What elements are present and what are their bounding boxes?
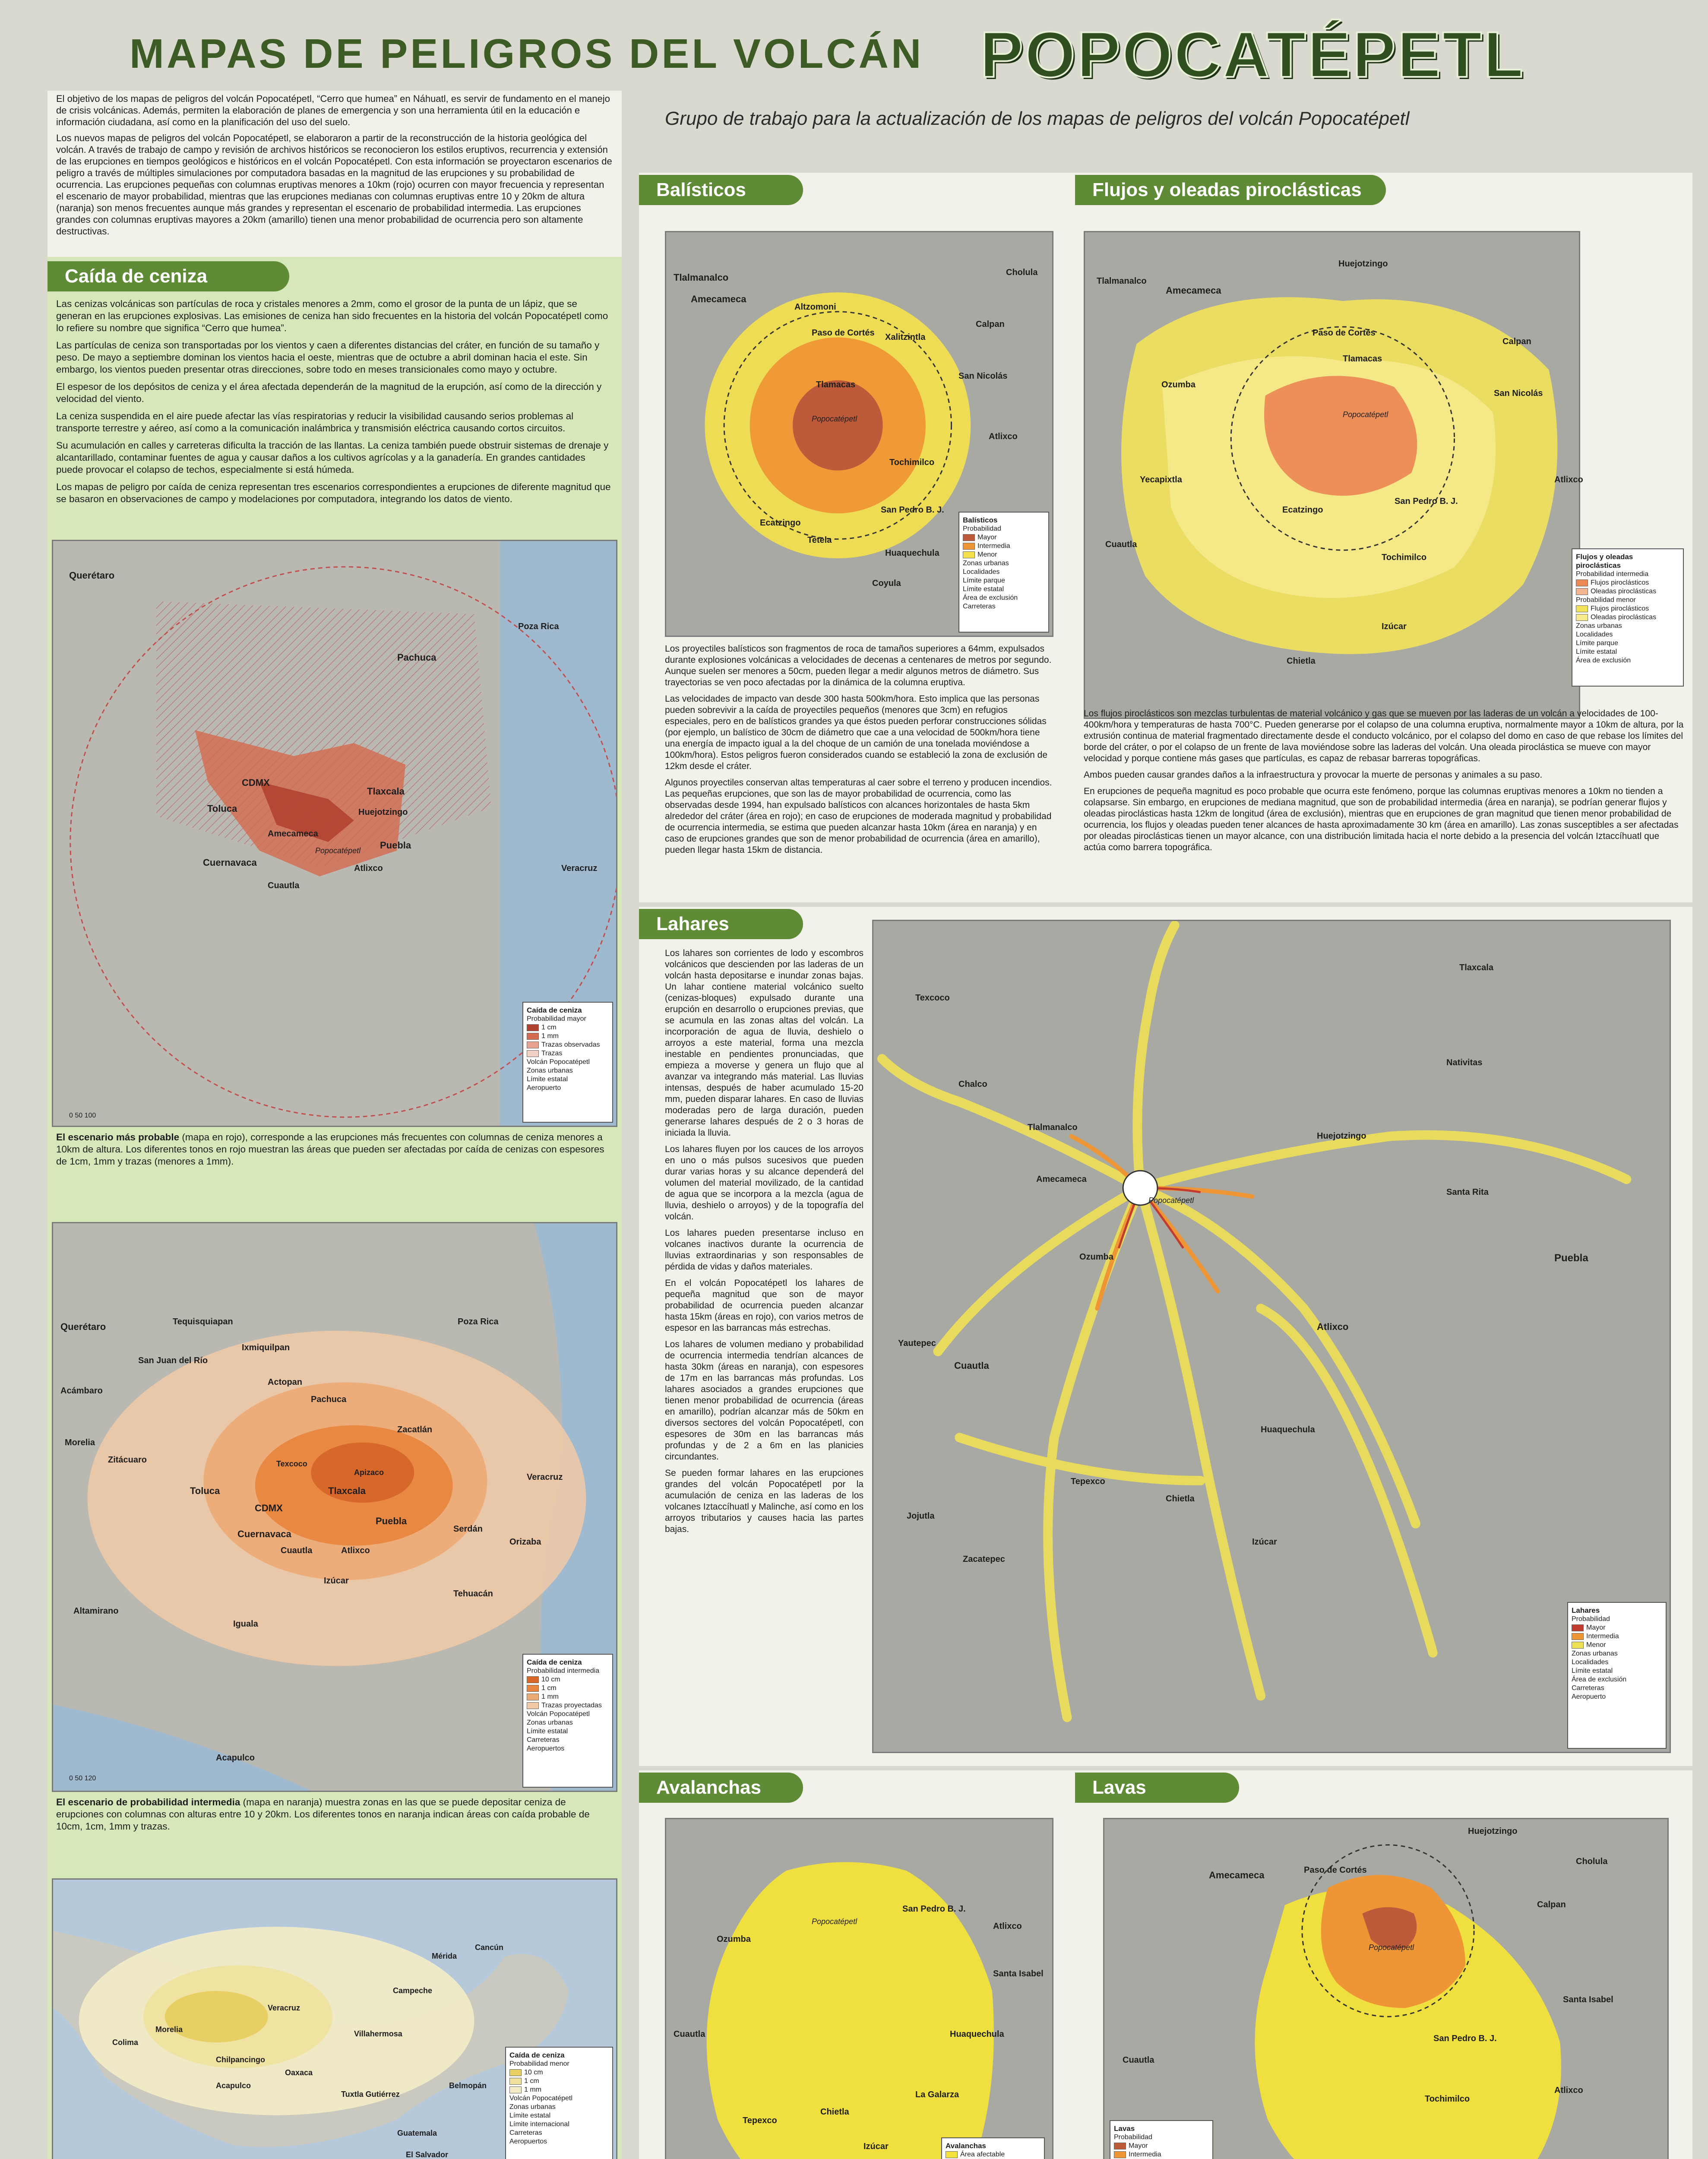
map-label: Popocatépetl: [1343, 410, 1389, 419]
legend-item: Flujos piroclásticos: [1576, 605, 1680, 613]
map-label: Huaquechula: [1261, 1425, 1315, 1434]
map-label: Tlalmanalco: [674, 272, 729, 283]
map-label: Calpan: [976, 320, 1005, 329]
map-label: San Pedro B. J.: [1433, 2034, 1497, 2043]
map-label: Poza Rica: [458, 1317, 499, 1326]
map-label: Veracruz: [268, 2004, 300, 2012]
ceniza-paragraph: Las partículas de ceniza son transportadas por los vientos y caen a diferentes distancias del cráter, en función de su tamaño y peso. De mayo a septiembre dominan los vientos hacia el oeste, mientras que de octubre a abril dominan hacia el este. Sin embargo, los vientos pueden presentar otras direcciones, sobre todo en meses transicionales como mayo y octubre.: [56, 340, 600, 375]
map-label: Tlaxcala: [1459, 963, 1493, 972]
flujos-heading: Flujos y oleadas piroclásticas: [1075, 175, 1386, 205]
map-label: Zacatlán: [397, 1425, 433, 1434]
map-label: Popocatépetl: [812, 1917, 857, 1926]
map-label: Cholula: [1576, 1857, 1608, 1866]
map-label: Calpan: [1502, 337, 1531, 346]
legend-item: Mayor: [963, 533, 1045, 542]
legend-item: 1 cm: [527, 1023, 609, 1032]
avalanchas-heading: Avalanchas: [639, 1773, 803, 1803]
lahares-text: Los lahares son corrientes de lodo y escombros volcánicos que descienden por las laderas de un volcán hasta depositarse e inundar zonas bajas. Un lahar contiene material volcánico suelto (cenizas-bloques) expulsado durante una erupción en desarrollo o erupciones previas, que se acumula en las zonas altas del volcán. La incorporación de agua de lluvia, deshielo o arroyos a este material, forma una mezcla inestable en pendientes pronunciadas, que empieza a moverse y genera un flujo que al avanzar va integrando más material. Las lluvias intensas, después de haber acumulado 15-20 mm, pueden disparar lahares. En caso de lluvias moderadas pero de larga duración, pueden generarse lahares después de 2 o 3 horas de iniciada la lluvia. Los lahares fluyen por los cauces de los arroyos en uno o más pulsos sucesivos que pueden durar varias horas y su alcance dependerá del volumen del material movilizado, de la cantidad de agua que se incorpora a la mezcla (agua de lluvia, deshielo o arroyos) y de la topografía del volcán. Los lahares pueden presentarse incluso en volcanes inactivos durante la ocurrencia de lluvias extraordinarias y son responsables de pérdida de vidas y daños materiales. En el volcán Popocatépetl los lahares de pequeña magnitud que son de mayor probabilidad de ocurrencia pueden alcanzar hasta 15km (áreas en rojo), con varios metros de espesor en las barrancas más estrechas. Los lahares de volumen mediano y probabilidad de ocurrencia intermedia tendrían alcances de hasta 30km (áreas en naranja), con espesores de 17m en las barrancas más profundas. Los lahares asociados a grandes erupciones que tienen menor probabilidad de ocurrencia (áreas en amarillo), podrían alcanzar más de 50km en diversos sectores del volcán Popocatépetl, con espesores de 30m en las barrancas más profundas y de 2 a 6m en las planicies circundantes. Se pueden formar lahares en las erupciones grandes del volcán Popocatépetl por la acumulación de ceniza en las laderas de los volcanes Iztaccíhuatl y Malinche, así como en los arroyos tributarios y causes hacia las partes bajas.: [665, 948, 863, 1534]
legend-item: Oleadas piroclásticas: [1576, 587, 1680, 596]
map-label: Cuautla: [268, 881, 300, 890]
legend-item: 1 mm: [527, 1032, 609, 1041]
intro-paragraph: El objetivo de los mapas de peligros del volcán Popocatépetl, “Cerro que humea” en Náhuatl, es servir de fundamento en el manejo de crisis volcánicas. Además, permiten la elaboración de planes de emergencia y son una herramienta útil en la educación e información ciudadana, así como en la planificación del uso del suelo.: [56, 93, 610, 127]
map-label: Tehuacán: [453, 1589, 493, 1599]
avalanchas-map: [665, 1818, 1053, 2159]
map-label: Tequisquiapan: [173, 1317, 233, 1326]
map-label: Amecameca: [1209, 1870, 1265, 1880]
legend-item: 10 cm: [527, 1675, 609, 1684]
map-label: Colima: [112, 2038, 139, 2047]
map-label: Tlalmanalco: [1097, 276, 1147, 286]
map-label: Ixmiquilpan: [242, 1343, 290, 1352]
intro-text: [56, 93, 613, 241]
legend-item: Zonas urbanas: [527, 1719, 573, 1726]
balisticos-text: Los proyectiles balísticos son fragmentos de roca de tamaños superiores a 64mm, expulsados durante explosiones volcánicas a velocidades de decenas a centenares de metros por segundo. Aunque suelen ser menores a 50cm, pueden llegar a medir algunos metros de diámetro. Sus trayectorias se ven poco afectadas por la dinámica de la columna eruptiva. Las velocidades de impacto van desde 300 hasta 500km/hora. Esto implica que las personas pueden sobrevivir a la caída de proyectiles pequeños (menores que 3cm) en refugios especiales, pero en de balísticos grandes ya que éstos pueden perforar construcciones sólidas (por ejemplo, un balístico de 30cm de diámetro que cae a una velocidad de 500km/hora tiene una energía de impacto igual a la del choque de un camión de una tonelada moviéndose a 100km/hora). Estos peligros fueron considerados cuando se estableció la zona de exclusión de 12km desde el cráter. Algunos proyectiles conservan altas temperaturas al caer sobre el terreno y producen incendios. Las pequeñas erupciones, que son las de mayor probabilidad de ocurrencia, como las observadas desde 1994, han expulsado balísticos con alcances horizontales de hasta 5km alrededor del cráter (área en rojo); en caso de erupciones de moderada magnitud y probabilidad de ocurrencia intermedia, se estima que pueden alcanzar hasta 10km (área en naranja) y en caso de erupciones grandes que son de menor probabilidad de ocurrencia (área en amarillo), pueden llegar hasta 15km de distancia.: [665, 644, 1052, 855]
legend-item: Trazas proyectadas: [527, 1701, 609, 1710]
map-label: Oaxaca: [285, 2068, 313, 2077]
map-label: San Nicolás: [958, 371, 1008, 381]
balisticos-legend: Balísticos Probabilidad Mayor Intermedia Menor Zonas urbanas Localidades Límite parque Límite estatal Área de exclusión Carreteras: [958, 512, 1049, 633]
ceniza-text: [56, 298, 613, 510]
map-label: Amecameca: [1166, 285, 1221, 296]
map-label: Izúcar: [1382, 622, 1407, 631]
lavas-map: [1103, 1818, 1669, 2159]
map-label: Calpan: [1537, 1900, 1566, 1909]
map-label: Atlixco: [1554, 2086, 1583, 2095]
map-label: Tlaxcala: [367, 786, 405, 797]
lahares-legend: Lahares Probabilidad Mayor Intermedia Menor Zonas urbanas Localidades Límite estatal Área de exclusión Carreteras Aeropuerto: [1567, 1602, 1667, 1749]
map-label: Santa Rita: [1446, 1187, 1489, 1197]
map-label: Huejotzingo: [358, 807, 408, 817]
map-label: Popocatépetl: [1148, 1196, 1194, 1205]
map-label: Atlixco: [993, 1922, 1022, 1931]
map-label: Campeche: [393, 1986, 433, 1995]
map-label: San Pedro B. J.: [881, 505, 944, 515]
map-label: Tochimilco: [1425, 2094, 1470, 2104]
map-label: San Juan del Río: [138, 1356, 208, 1365]
legend-item: Trazas observadas: [527, 1041, 609, 1049]
map-label: Atlixco: [1317, 1321, 1349, 1332]
map-label: Tlaxcala: [328, 1485, 366, 1496]
ceniza-legend-3: [505, 2047, 613, 2159]
map-label: Izúcar: [1252, 1537, 1277, 1547]
legend-subtitle: Probabilidad menor: [509, 2060, 569, 2067]
map-label: La Galarza: [915, 2090, 959, 2099]
map-label: Acámbaro: [60, 1386, 103, 1396]
legend-item: Aeropuerto: [527, 1084, 561, 1092]
legend-item: Oleadas piroclásticas: [1576, 613, 1680, 622]
flujos-legend: Flujos y oleadas piroclásticas Probabilidad intermedia Flujos piroclásticos Oleadas piroclásticas Probabilidad menor Flujos piroclásticos Oleadas piroclásticas Zonas urbanas Localidades Límite parque Límite estatal Área de exclusión: [1572, 548, 1684, 687]
map-label: Cancún: [475, 1943, 504, 1952]
map-label: Altzomoni: [794, 302, 836, 312]
map-label: Iguala: [233, 1619, 258, 1629]
map-label: Popocatépetl: [315, 846, 361, 855]
map-label: Ozumba: [1161, 380, 1196, 389]
map-label: Tuxtla Gutiérrez: [341, 2090, 400, 2099]
map-label: Chietla: [1166, 1494, 1195, 1504]
page-subtitle: Grupo de trabajo para la actualización de los mapas de peligros del volcán Popocatépetl: [665, 108, 1410, 129]
legend-item: Intermedia: [1114, 2150, 1209, 2159]
lahares-map: [872, 920, 1671, 1753]
map-label: Actopan: [268, 1377, 302, 1387]
map-label: Querétaro: [69, 570, 115, 581]
map-label: Popocatépetl: [812, 415, 857, 423]
legend-item: Intermedia: [1572, 1632, 1662, 1641]
legend-item: Límite estatal: [527, 1076, 568, 1083]
map-label: Tepexco: [743, 2116, 777, 2125]
scale-bar: 0 50 100: [69, 1112, 96, 1119]
ceniza-legend-1: [522, 1002, 613, 1123]
map-label: CDMX: [242, 777, 270, 788]
map-label: Amecameca: [268, 829, 318, 839]
legend-item: 1 cm: [527, 1684, 609, 1693]
map-label: Amecameca: [1036, 1174, 1087, 1184]
legend-title: Caída de ceniza: [509, 2051, 565, 2059]
map-label: Ecatzingo: [1282, 505, 1323, 515]
flujos-text: Los flujos piroclásticos son mezclas turbulentas de material volcánico y gas que se mueven por las laderas de un volcán a velocidades de 100-400km/hora y temperaturas de hasta 700°C. Pueden generarse por el colapso de una columna eruptiva, normalmente mayor a 10km de altura, por la extrusión continua de material fragmentado directamente desde el conducto volcánico, por el colapso del domo en caso de que rebase los límites del borde del cráter, o por el colapso de un frente de lava moviéndose sobre las laderas del volcán. Una oleada piroclástica se mueve con mayor velocidad y porque contiene más gases que partículas, es capaz de rebasar barreras topográficas. Ambos pueden causar grandes daños a la infraestructura y provocar la muerte de personas y animales a su paso. En erupciones de pequeña magnitud es poco probable que ocurra este fenómeno, porque las columnas eruptivas menores a 10km no tienden a colapsarse. Sin embargo, en erupciones de mediana magnitud, que son de probabilidad intermedia (área en naranja), se podrían generar flujos y oleadas piroclásticas hasta 12km de longitud (área de exclusión), mientras que en erupciones de gran magnitud que tienen menor probabilidad de ocurrencia, los flujos y oleadas pueden tener alcances de hasta aproximadamente 30 km (área en amarillo). Las zonas susceptibles a ser afectadas por oleadas piroclásticas tienen un mayor alcance, con una distribución limitada hacia el norte debido a la presencia del volcán Iztaccíhuatl que actúa como barrera topográfica.: [1084, 709, 1684, 852]
map-label: Morelia: [155, 2025, 183, 2034]
map-label: Huejotzingo: [1338, 259, 1388, 269]
map-label: Jojutla: [907, 1511, 935, 1521]
map-label: Paso de Cortés: [1304, 1865, 1367, 1875]
map-label: Morelia: [65, 1438, 95, 1447]
map-label: Atlixco: [341, 1546, 370, 1555]
legend-item: Carreteras: [509, 2129, 542, 2137]
map-label: El Salvador: [406, 2150, 449, 2159]
legend-item: Trazas: [527, 1049, 609, 1058]
map-label: Atlixco: [354, 864, 383, 873]
ceniza-map1-caption: El escenario más probable (mapa en rojo), corresponde a las erupciones más frecuentes con columnas de ceniza menores a 10km de altura. Los diferentes tonos en rojo muestran las áreas que pueden ser afectadas por caída de cenizas con espesores de 1cm, 1mm y trazas (menores a 1mm).: [56, 1132, 604, 1167]
map-label: San Pedro B. J.: [1395, 497, 1458, 506]
map-label: San Pedro B. J.: [902, 1904, 966, 1914]
map-label: Tlamacas: [1343, 354, 1382, 364]
map-label: Huaquechula: [950, 2029, 1004, 2039]
map-label: Serdán: [453, 1524, 483, 1534]
legend-item: Aeropuertos: [509, 2138, 547, 2145]
map-label: Cuernavaca: [203, 857, 257, 868]
intro-paragraph: Los nuevos mapas de peligros del volcán Popocatépetl, se elaboraron a partir de la reconstrucción de la historia geológica del volcán. A través de trabajo de campo y revisión de archivos históricos se reconocieron los estilos eruptivos, recurrencia y extensión de las erupciones en tiempos geológicos e históricos en el volcán Popocatépetl. Con esta información se proyectaron escenarios de peligro a través de múltiples simulaciones por computadora basadas en la magnitud de las erupciones y su probabilidad de ocurrencia. Las erupciones pequeñas con columnas eruptivas menores a 10km (rojo) ocurren con mayor frecuencia y representan el escenario de mayor probabilidad, mientras que las erupciones medianas con columnas eruptivas entre 10 y 20km de altura (naranja) son menos frecuentes aunque más grandes y representan el escenario de probabilidad intermedia. Las erupciones grandes con columnas eruptivas mayores a 20km (amarillo) tienen una menor probabilidad de ocurrencia pero son altamente destructivas.: [56, 133, 612, 237]
ceniza-legend-2: [522, 1654, 613, 1788]
map-label: Ozumba: [717, 1934, 751, 1944]
map-label: Toluca: [207, 803, 237, 814]
balisticos-heading: Balísticos: [639, 175, 803, 205]
map-label: San Nicolás: [1494, 389, 1543, 398]
legend-item: Carreteras: [527, 1736, 560, 1744]
page-title-left: MAPAS DE PELIGROS DEL VOLCÁN: [130, 31, 924, 77]
map-label: Izúcar: [324, 1576, 349, 1586]
map-label: Texcoco: [276, 1459, 307, 1468]
ceniza-paragraph: Su acumulación en calles y carreteras dificulta la tracción de las llantas. La ceniza también puede obstruir sistemas de drenaje y alcantarillado, contaminar fuentes de agua y causar daños a los cultivos agrícolas y a la ganadería. En grandes cantidades puede provocar el colapso de techos, especialmente si está húmeda.: [56, 440, 609, 475]
legend-title: Caída de ceniza: [527, 1658, 582, 1666]
map-label: Ozumba: [1079, 1252, 1113, 1262]
legend-item: Flujos piroclásticos: [1576, 579, 1680, 587]
legend-item: Límite estatal: [509, 2112, 551, 2119]
map-label: Tlamacas: [816, 380, 856, 389]
map-label: Cholula: [1006, 268, 1038, 277]
map-label: Cuautla: [674, 2029, 705, 2039]
map-label: Chietla: [820, 2107, 849, 2117]
map-label: Chilpancingo: [216, 2055, 265, 2064]
map-label: Cuautla: [954, 1360, 989, 1371]
legend-item: Menor: [1572, 1641, 1662, 1649]
map-label: Texcoco: [915, 993, 950, 1003]
map-label: Huejotzingo: [1317, 1131, 1366, 1141]
legend-item: Volcán Popocatépetl: [509, 2095, 572, 2102]
ceniza-paragraph: Los mapas de peligro por caída de ceniza representan tres escenarios correspondientes a erupciones de diferente magnitud que se basaron en observaciones de campo y modelaciones por computadora, integrando los datos de viento.: [56, 481, 611, 504]
map-label: Apizaco: [354, 1468, 384, 1477]
map-label: Cuernavaca: [237, 1529, 291, 1539]
map-label: Cuautla: [1123, 2055, 1154, 2065]
map-label: Belmopán: [449, 2081, 487, 2090]
map-label: Huejotzingo: [1468, 1827, 1518, 1836]
map-label: Huaquechula: [885, 548, 939, 558]
map-label: Santa Isabel: [1563, 1995, 1613, 2004]
map-label: Tlalmanalco: [1028, 1123, 1078, 1132]
map-label: Cuautla: [281, 1546, 313, 1555]
ceniza-map2-caption: El escenario de probabilidad intermedia (mapa en naranja) muestra zonas en las que se puede depositar ceniza de erupciones con columnas con alturas entre 10 y 20km. Los diferentes tonos en naranja indican áreas con caída probable de 10cm, 1cm, 1mm y trazas.: [56, 1797, 590, 1832]
map-label: Chalco: [958, 1080, 987, 1089]
legend-item: Límite internacional: [509, 2121, 569, 2128]
legend-item: 1 cm: [509, 2077, 609, 2086]
avalanchas-legend: Avalanchas Área afectable: [941, 2137, 1045, 2159]
map-label: Coyula: [872, 579, 901, 588]
map-label: Acapulco: [216, 2081, 251, 2090]
ceniza-paragraph: La ceniza suspendida en el aire puede afectar las vías respiratorias y reducir la visibilidad causando serios problemas al transporte terrestre y aéreo, así como a la comunicación inalámbrica y transmisión eléctrica causando cortos circuitos.: [56, 411, 574, 434]
map-label: Puebla: [380, 840, 411, 851]
lahares-heading: Lahares: [639, 909, 803, 939]
map-label: Mérida: [432, 1952, 457, 1960]
map-label: CDMX: [255, 1503, 283, 1513]
map-label: Orizaba: [509, 1537, 541, 1547]
legend-item: Mayor: [1572, 1624, 1662, 1632]
map-label: Yautepec: [898, 1339, 936, 1348]
map-label: Puebla: [1554, 1252, 1588, 1264]
map-label: Amecameca: [691, 294, 746, 304]
map-label: Guatemala: [397, 2129, 437, 2137]
map-label: Altamirano: [73, 1606, 119, 1616]
legend-subtitle: Probabilidad mayor: [527, 1015, 586, 1023]
legend-item: Aeropuertos: [527, 1745, 565, 1752]
ceniza-heading: Caída de ceniza: [47, 261, 289, 291]
map-label: Cuautla: [1105, 540, 1137, 549]
ceniza-paragraph: El espesor de los depósitos de ceniza y el área afectada dependerán de la magnitud de la erupción, así como de la dirección y velocidad del viento.: [56, 381, 602, 404]
map-label: Poza Rica: [518, 622, 559, 631]
legend-item: 10 cm: [509, 2068, 609, 2077]
map-label: Querétaro: [60, 1321, 106, 1332]
legend-item: Menor: [963, 551, 1045, 559]
legend-item: 1 mm: [527, 1693, 609, 1701]
map-label: Toluca: [190, 1485, 220, 1496]
map-label: Nativitas: [1446, 1058, 1483, 1067]
map-label: Atlixco: [1554, 475, 1583, 484]
legend-subtitle: Probabilidad intermedia: [527, 1667, 600, 1675]
legend-item: Mayor: [1114, 2142, 1209, 2150]
scale-bar: 0 50 120: [69, 1775, 96, 1782]
map-label: Yecapixtla: [1140, 475, 1182, 484]
map-label: Acapulco: [216, 1753, 255, 1763]
map-label: Atlixco: [989, 432, 1018, 441]
legend-item: Zonas urbanas: [527, 1067, 573, 1074]
ceniza-paragraph: Las cenizas volcánicas son partículas de roca y cristales menores a 2mm, como el grosor de la punta de un lápiz, que se generan en las erupciones explosivas. Las emisiones de ceniza han sido frecuentes en la historia del volcán Popocatépetl como lo refiere su nombre que significa “Cerro que humea”.: [56, 298, 608, 333]
map-label: Puebla: [376, 1516, 407, 1526]
map-label: Santa Isabel: [993, 1969, 1044, 1979]
legend-item: Intermedia: [963, 542, 1045, 551]
map-label: Paso de Cortés: [812, 328, 875, 338]
lavas-heading: Lavas: [1075, 1773, 1239, 1803]
map-label: Tochimilco: [889, 458, 935, 467]
map-label: Tepexco: [1071, 1477, 1105, 1486]
legend-item: Área afectable: [946, 2150, 1041, 2159]
map-label: Tochimilco: [1382, 553, 1427, 562]
map-label: Popocatépetl: [1369, 1943, 1414, 1952]
map-label: Veracruz: [561, 864, 598, 873]
map-label: Pachuca: [397, 652, 436, 663]
map-label: Pachuca: [311, 1395, 347, 1404]
lavas-legend: Lavas Probabilidad Mayor Intermedia: [1110, 2120, 1213, 2159]
legend-item: Límite estatal: [527, 1728, 568, 1735]
map-label: Villahermosa: [354, 2029, 402, 2038]
map-label: Zitácuaro: [108, 1455, 147, 1465]
legend-item: Zonas urbanas: [509, 2103, 556, 2111]
legend-item: 1 mm: [509, 2086, 609, 2094]
map-label: Izúcar: [863, 2142, 889, 2151]
map-label: Xalitzintla: [885, 332, 926, 342]
map-label: Paso de Cortés: [1313, 328, 1376, 338]
legend-item: Volcán Popocatépetl: [527, 1058, 590, 1066]
map-label: Ecatzingo: [760, 518, 801, 528]
map-label: Tetela: [807, 535, 832, 545]
map-label: Chietla: [1287, 656, 1316, 666]
map-label: Zacatepec: [963, 1554, 1005, 1564]
page-title-volcano: POPOCATÉPETL: [980, 18, 1525, 91]
legend-title: Caída de ceniza: [527, 1006, 582, 1014]
legend-item: Volcán Popocatépetl: [527, 1710, 590, 1718]
map-label: Veracruz: [527, 1472, 563, 1482]
